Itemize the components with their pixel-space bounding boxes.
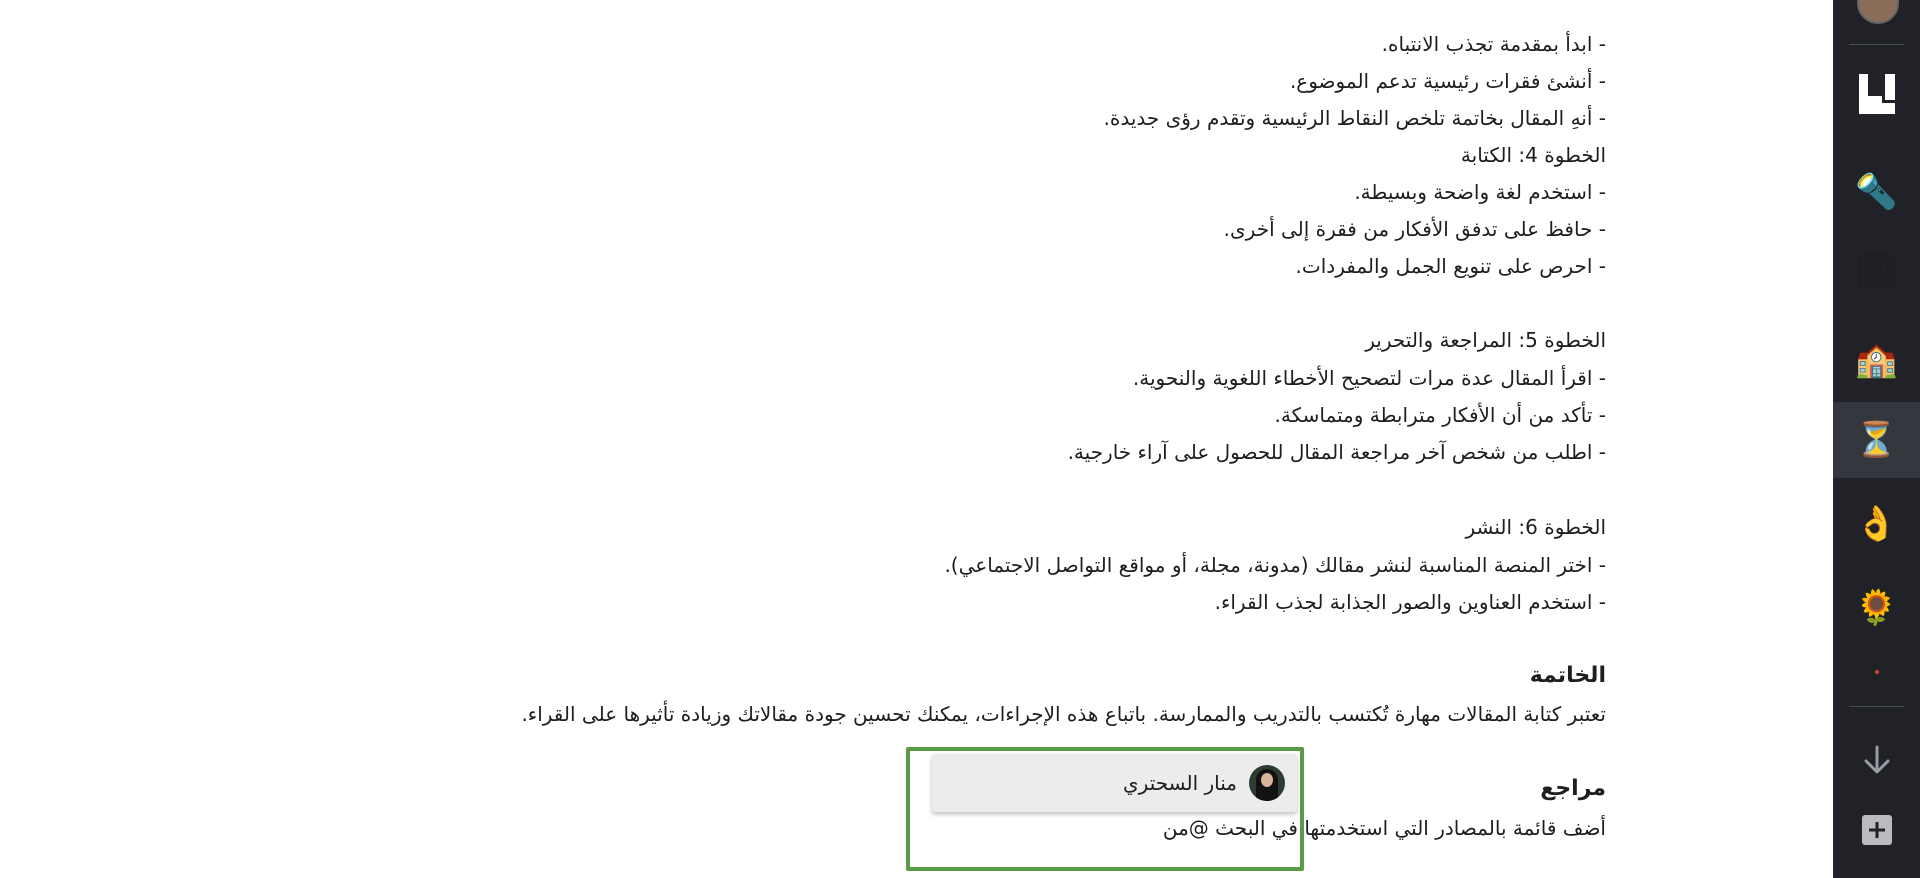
hourglass-icon: ⏳ <box>1855 420 1898 460</box>
sidebar-item-picture[interactable] <box>1833 234 1920 310</box>
sidebar-item-logo[interactable] <box>1833 56 1920 132</box>
mention-name: منار السحتري <box>1123 771 1237 795</box>
arrow-down-icon <box>1860 743 1894 777</box>
doc-line: - احرص على تنويع الجمل والمفردات. <box>1295 254 1606 278</box>
user-avatar[interactable] <box>1857 0 1899 24</box>
sunflower-icon: 🌻 <box>1855 588 1898 628</box>
doc-line: - تأكد من أن الأفكار مترابطة ومتماسكة. <box>1274 403 1606 427</box>
references-text: أضف قائمة بالمصادر التي استخدمتها في البحث <box>1215 816 1606 840</box>
sidebar-item-school[interactable] <box>1833 322 1920 398</box>
doc-line: - حافظ على تدفق الأفكار من فقرة إلى أخرى. <box>1223 217 1606 241</box>
mention-suggestion[interactable] <box>932 754 1297 812</box>
sidebar-item-hourglass[interactable] <box>1833 402 1920 478</box>
doc-line: الخطوة 6: النشر <box>1465 515 1606 539</box>
framed-picture-icon: 🖼 <box>1854 252 1899 292</box>
references-heading: مراجع <box>1540 776 1606 801</box>
mention-typed-text: @من <box>1162 816 1209 840</box>
mention-avatar <box>1249 765 1285 801</box>
doc-line: الخطوة 5: المراجعة والتحرير <box>1365 328 1606 352</box>
conclusion-heading: الخاتمة <box>1529 663 1606 688</box>
sidebar-item-ok-hand[interactable] <box>1833 486 1920 562</box>
doc-line: - استخدم العناوين والصور الجذابة لجذب القراء. <box>1214 590 1606 614</box>
doc-line: - اختر المنصة المناسبة لنشر مقالك (مدونة، مجلة، أو مواقع التواصل الاجتماعي). <box>944 553 1606 577</box>
sidebar-divider <box>1849 706 1904 707</box>
doc-line: - اطلب من شخص آخر مراجعة المقال للحصول على آراء خارجية. <box>1067 440 1606 464</box>
doc-line: - أنهِ المقال بخاتمة تلخص النقاط الرئيسية وتقدم رؤى جديدة. <box>1103 106 1606 130</box>
flashlight-icon: 🔦 <box>1855 172 1898 212</box>
school-icon: 🏫 <box>1855 340 1898 380</box>
doc-line: - أنشئ فقرات رئيسية تدعم الموضوع. <box>1289 69 1606 93</box>
logo-icon <box>1855 72 1899 116</box>
doc-line: الخطوة 4: الكتابة <box>1460 143 1606 167</box>
add-button[interactable] <box>1833 792 1920 868</box>
dot-icon <box>1875 670 1879 674</box>
doc-line: - ابدأ بمقدمة تجذب الانتباه. <box>1381 32 1606 56</box>
scroll-down-button[interactable] <box>1833 722 1920 798</box>
doc-line: - اقرأ المقال عدة مرات لتصحيح الأخطاء اللغوية والنحوية. <box>1132 366 1606 390</box>
right-sidebar <box>1833 0 1920 878</box>
doc-line: - استخدم لغة واضحة وبسيطة. <box>1354 180 1606 204</box>
sidebar-divider <box>1849 44 1904 45</box>
conclusion-text: تعتبر كتابة المقالات مهارة تُكتسب بالتدريب والممارسة. باتباع هذه الإجراءات، يمكنك تحسين جودة مقالاتك وزيادة تأثيرها على القراء. <box>521 702 1606 726</box>
plus-icon <box>1860 813 1894 847</box>
sidebar-item-dot[interactable] <box>1833 634 1920 710</box>
sidebar-item-flashlight[interactable] <box>1833 154 1920 230</box>
ok-hand-icon: 👌 <box>1855 504 1898 544</box>
